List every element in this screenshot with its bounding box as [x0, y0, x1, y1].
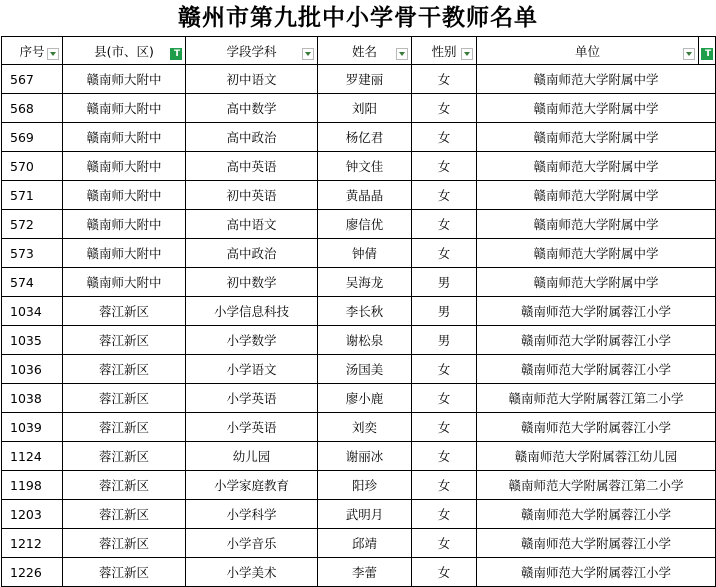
county-cell[interactable]: 蓉江新区	[63, 326, 186, 355]
table-row[interactable]	[2, 123, 716, 152]
seq-cell[interactable]: 1198	[2, 471, 63, 500]
table-body	[2, 65, 716, 587]
gender-cell[interactable]: 男	[412, 326, 477, 355]
seq-cell[interactable]: 1124	[2, 442, 63, 471]
gender-cell[interactable]: 女	[412, 558, 477, 587]
table-row[interactable]	[2, 181, 716, 210]
seq-cell[interactable]: 1226	[2, 558, 63, 587]
gender-cell[interactable]: 男	[412, 268, 477, 297]
unit-cell[interactable]: 赣南师范大学附属中学	[477, 268, 716, 297]
seq-cell[interactable]: 1212	[2, 529, 63, 558]
header-label: 序号	[19, 43, 45, 59]
subject-cell[interactable]: 幼儿园	[186, 442, 318, 471]
unit-cell[interactable]: 赣南师范大学附属中学	[477, 181, 716, 210]
filter-dropdown-icon[interactable]	[396, 48, 408, 60]
seq-cell[interactable]: 574	[2, 268, 63, 297]
table-row[interactable]	[2, 65, 716, 94]
gender-cell[interactable]: 女	[412, 94, 477, 123]
seq-cell[interactable]: 573	[2, 239, 63, 268]
subject-cell[interactable]: 高中语文	[186, 210, 318, 239]
subject-cell[interactable]: 初中数学	[186, 268, 318, 297]
county-cell[interactable]: 赣南师大附中	[63, 181, 186, 210]
county-cell[interactable]: 蓉江新区	[63, 297, 186, 326]
filter-dropdown-icon[interactable]	[461, 48, 473, 60]
unit-cell[interactable]: 赣南师范大学附属蓉江第二小学	[477, 471, 716, 500]
subject-cell[interactable]: 小学英语	[186, 413, 318, 442]
county-cell[interactable]: 赣南师大附中	[63, 94, 186, 123]
table-row[interactable]	[2, 384, 716, 413]
unit-cell[interactable]: 赣南师范大学附属蓉江小学	[477, 326, 716, 355]
name-cell[interactable]: 钟倩	[318, 239, 412, 268]
name-cell[interactable]: 杨亿君	[318, 123, 412, 152]
name-header	[318, 37, 412, 65]
name-cell[interactable]: 钟文佳	[318, 152, 412, 181]
subject-cell[interactable]: 小学英语	[186, 384, 318, 413]
gender-cell[interactable]: 女	[412, 355, 477, 384]
county-cell[interactable]: 赣南师大附中	[63, 65, 186, 94]
gender-cell[interactable]: 女	[412, 210, 477, 239]
table-row[interactable]	[2, 268, 716, 297]
name-cell[interactable]: 李长秋	[318, 297, 412, 326]
gender-cell[interactable]: 女	[412, 384, 477, 413]
name-cell[interactable]: 罗建丽	[318, 65, 412, 94]
unit-cell[interactable]: 赣南师范大学附属蓉江小学	[477, 529, 716, 558]
seq-cell[interactable]: 572	[2, 210, 63, 239]
seq-cell[interactable]: 571	[2, 181, 63, 210]
table-row[interactable]	[2, 558, 716, 587]
table-row[interactable]	[2, 500, 716, 529]
subject-cell[interactable]: 小学美术	[186, 558, 318, 587]
name-cell[interactable]: 谢丽冰	[318, 442, 412, 471]
seq-cell[interactable]: 570	[2, 152, 63, 181]
gender-cell[interactable]: 女	[412, 181, 477, 210]
table-row[interactable]	[2, 471, 716, 500]
county-header	[63, 37, 186, 65]
seq-cell[interactable]: 1035	[2, 326, 63, 355]
subject-cell[interactable]: 高中政治	[186, 123, 318, 152]
table-row[interactable]	[2, 326, 716, 355]
subject-header	[186, 37, 318, 65]
seq-cell[interactable]: 1038	[2, 384, 63, 413]
sheet-title: 赣州市第九批中小学骨干教师名单	[178, 4, 538, 31]
seq-cell[interactable]: 1039	[2, 413, 63, 442]
subject-cell[interactable]: 初中英语	[186, 181, 318, 210]
filter-dropdown-icon[interactable]	[47, 48, 59, 60]
subject-cell[interactable]: 小学音乐	[186, 529, 318, 558]
table-row[interactable]	[2, 297, 716, 326]
name-cell[interactable]: 武明月	[318, 500, 412, 529]
header-row	[2, 37, 716, 65]
county-cell[interactable]: 赣南师大附中	[63, 152, 186, 181]
table-row[interactable]	[2, 529, 716, 558]
name-cell[interactable]: 李蕾	[318, 558, 412, 587]
filter-dropdown-icon[interactable]	[683, 48, 695, 60]
gender-cell[interactable]: 女	[412, 65, 477, 94]
unit-header	[477, 37, 699, 65]
county-cell[interactable]: 蓉江新区	[63, 500, 186, 529]
county-cell[interactable]: 蓉江新区	[63, 384, 186, 413]
header-label: 单位	[574, 43, 600, 59]
subject-cell[interactable]: 小学数学	[186, 326, 318, 355]
county-cell[interactable]: 蓉江新区	[63, 558, 186, 587]
filter-active-icon[interactable]	[170, 48, 182, 60]
gender-cell[interactable]: 男	[412, 297, 477, 326]
unit-cell[interactable]: 赣南师范大学附属中学	[477, 94, 716, 123]
unit-cell[interactable]: 赣南师范大学附属中学	[477, 152, 716, 181]
gender-cell[interactable]: 女	[412, 442, 477, 471]
seq-cell[interactable]: 567	[2, 65, 63, 94]
unit-cell[interactable]: 赣南师范大学附属蓉江第二小学	[477, 384, 716, 413]
gender-cell[interactable]: 女	[412, 413, 477, 442]
seq-cell[interactable]: 1036	[2, 355, 63, 384]
subject-cell[interactable]: 高中政治	[186, 239, 318, 268]
name-cell[interactable]: 刘阳	[318, 94, 412, 123]
seq-cell[interactable]: 1034	[2, 297, 63, 326]
county-cell[interactable]: 赣南师大附中	[63, 268, 186, 297]
subject-cell[interactable]: 小学语文	[186, 355, 318, 384]
table-row[interactable]	[2, 152, 716, 181]
unit-cell[interactable]: 赣南师范大学附属中学	[477, 239, 716, 268]
name-cell[interactable]: 黄晶晶	[318, 181, 412, 210]
table-row[interactable]	[2, 413, 716, 442]
county-cell[interactable]: 蓉江新区	[63, 442, 186, 471]
extra-header	[699, 37, 716, 65]
filter-dropdown-icon[interactable]	[302, 48, 314, 60]
table-row[interactable]	[2, 210, 716, 239]
name-cell[interactable]: 邱靖	[318, 529, 412, 558]
unit-cell[interactable]: 赣南师范大学附属中学	[477, 65, 716, 94]
seq-header	[2, 37, 63, 65]
county-cell[interactable]: 赣南师大附中	[63, 123, 186, 152]
unit-cell[interactable]: 赣南师范大学附属中学	[477, 210, 716, 239]
subject-cell[interactable]: 小学科学	[186, 500, 318, 529]
name-cell[interactable]: 刘奕	[318, 413, 412, 442]
header-label: 学段学科	[226, 43, 277, 59]
subject-cell[interactable]: 初中语文	[186, 65, 318, 94]
county-cell[interactable]: 蓉江新区	[63, 413, 186, 442]
name-cell[interactable]: 廖信优	[318, 210, 412, 239]
table-row[interactable]	[2, 94, 716, 123]
seq-cell[interactable]: 569	[2, 123, 63, 152]
county-cell[interactable]: 赣南师大附中	[63, 210, 186, 239]
unit-cell[interactable]: 赣南师范大学附属蓉江幼儿园	[477, 442, 716, 471]
header-label: 县(市、区)	[94, 43, 154, 59]
table-row[interactable]	[2, 239, 716, 268]
unit-cell[interactable]: 赣南师范大学附属蓉江小学	[477, 558, 716, 587]
subject-cell[interactable]: 高中英语	[186, 152, 318, 181]
gender-cell[interactable]: 女	[412, 500, 477, 529]
table-row[interactable]	[2, 355, 716, 384]
name-cell[interactable]: 汤国美	[318, 355, 412, 384]
unit-cell[interactable]: 赣南师范大学附属蓉江小学	[477, 500, 716, 529]
unit-cell[interactable]: 赣南师范大学附属蓉江小学	[477, 297, 716, 326]
filter-active-icon[interactable]	[701, 48, 713, 60]
county-cell[interactable]: 蓉江新区	[63, 471, 186, 500]
name-cell[interactable]: 廖小鹿	[318, 384, 412, 413]
subject-cell[interactable]: 小学信息科技	[186, 297, 318, 326]
header-label: 姓名	[351, 43, 377, 59]
unit-cell[interactable]: 赣南师范大学附属中学	[477, 123, 716, 152]
unit-cell[interactable]: 赣南师范大学附属蓉江小学	[477, 355, 716, 384]
name-cell[interactable]: 吴海龙	[318, 268, 412, 297]
county-cell[interactable]: 赣南师大附中	[63, 239, 186, 268]
header-label: 性别	[431, 43, 457, 59]
name-cell[interactable]: 谢松泉	[318, 326, 412, 355]
teacher-table	[1, 36, 716, 587]
seq-cell[interactable]: 1203	[2, 500, 63, 529]
gender-cell[interactable]: 女	[412, 529, 477, 558]
subject-cell[interactable]: 高中数学	[186, 94, 318, 123]
gender-cell[interactable]: 女	[412, 239, 477, 268]
gender-cell[interactable]: 女	[412, 123, 477, 152]
county-cell[interactable]: 蓉江新区	[63, 529, 186, 558]
seq-cell[interactable]: 568	[2, 94, 63, 123]
gender-cell[interactable]: 女	[412, 152, 477, 181]
gender-cell[interactable]: 女	[412, 471, 477, 500]
table-row[interactable]	[2, 442, 716, 471]
unit-cell[interactable]: 赣南师范大学附属蓉江小学	[477, 413, 716, 442]
name-cell[interactable]: 阳珍	[318, 471, 412, 500]
subject-cell[interactable]: 小学家庭教育	[186, 471, 318, 500]
county-cell[interactable]: 蓉江新区	[63, 355, 186, 384]
gender-header	[412, 37, 477, 65]
